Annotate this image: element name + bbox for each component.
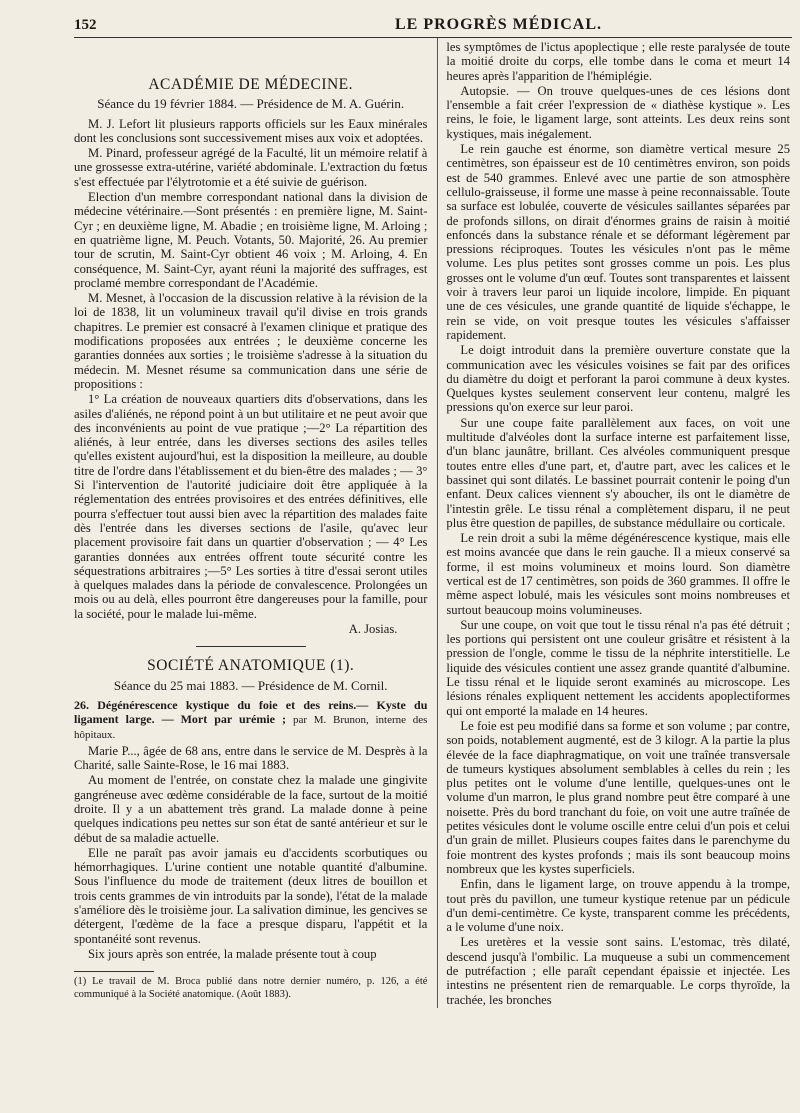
societe-paragraph: Elle ne paraît pas avoir jamais eu d'accidents scorbutiques ou hémorrhagiques. L'urine contient une notable quantité d'albumine. Sous l'influence du mode de traitement (deux litres de bouillon et trois cents grammes de vin introduits par la sonde), l'état de la malade s'améliore dès le troisième jour. La salivation diminue, les gencives se détergent, l'œdème de la face a presque disparu, l'appétit et la spontanéité sont revenus. [74,845,428,946]
footnote: (1) Le travail de M. Broca publié dans notre dernier numéro, p. 126, a été communiqué à la Société anatomique. (Août 1883). [74,976,428,1000]
left-column [74,38,427,1008]
academie-paragraph: Election d'un membre correspondant national dans la division de médecine vétérinaire.—Sont présentés : en première ligne, M. Saint-Cyr ; en deuxième ligne, M. Abadie ; en troisième ligne, M. Arloing ; en quatrième ligne, M. Peuch. Votants, 50. Majorité, 26. Au premier tour de scrutin, M. Saint-Cyr obtient 46 voix ; M. Arloing, 4. En conséquence, M. Saint-Cyr, ayant réuni la majorité des suffrages, est proclamé membre correspondant de l'Académie. [74,190,428,290]
case-paragraph: Autopsie. — On trouve quelques-unes de ces lésions dont l'ensemble a fait créer l'expression de « diathèse kystique ». Les reins, le foie, le ligament large, sont atteints. Les deux reins sont kystiques, mais inégalement. [446,83,790,141]
section-divider [196,646,306,647]
societe-paragraph: Marie P..., âgée de 68 ans, entre dans le service de M. Desprès à la Charité, salle Sainte-Rose, le 16 mai 1883. [74,743,428,773]
article-author: par M. Brunon, interne des hôpitaux. [74,714,428,742]
article-title: 26. Dégénérescence kystique du foie et des reins.— Kyste du ligament large. — Mort par urémie ; [74,697,428,727]
right-column [437,38,790,1008]
page-header [74,16,792,38]
case-paragraph: Le rein gauche est énorme, son diamètre vertical mesure 25 centimètres, son épaisseur est de 10 centimètres environ, son poids est de 540 grammes. Enlevé avec une partie de son atmosphère cellulo-graisseuse, il forme une masse à peine reconnaissable. Toute sa surface est lobulée, couverte de vésicules saillantes séparées par de profonds sillons, on dirait d'énormes grains de raisin à moitié enfoncés dans la substance rénale et se déformant légèrement par pressions réciproques. Toutes les vésicules n'ont pas le même volume. Les plus petites sont grosses comme un pois. Les plus grosses ont le volume d'un œuf. Toutes sont transparentes et laissent voir à travers leur paroi un liquide incolore, limpide. En piquant une de ces vésicules, une grande quantité de liquide s'échappe, le rein se vide, on voit presque toutes les vésicules s'affaisser rapidement. [446,142,790,342]
academie-paragraph: M. Pinard, professeur agrégé de la Faculté, lit un mémoire relatif à une grossesse extra-utérine, variété abdominale. L'extraction du fœtus s'est effectuée par l'élytrotomie et a été suivie de guérison. [74,146,428,189]
case-paragraph: Sur une coupe faite parallèlement aux faces, on voit une multitude d'alvéoles dont la surface interne est parfaitement lisse, d'un blanc jaunâtre, brillant. Ces alvéoles communiquent presque toutes entre elles d'une part, et, d'autre part, avec les calices et le bassinet qui sont dilatés. Le bassinet pourrait contenir le poing d'un enfant. Deux calices viennent s'y aboucher, ils ont le diamètre de l'intestin grêle. Le tissu rénal a complètement disparu, il ne peut plus être question de papilles, de substance médullaire ou corticale. [446,415,790,530]
page-number: 152 [74,17,97,33]
societe-title: SOCIÉTÉ ANATOMIQUE (1). [147,657,355,675]
academie-seance: Séance du 19 février 1884. — Présidence de M. A. Guérin. [97,96,405,112]
article-heading [74,698,427,743]
case-paragraph: Sur une coupe, on voit que tout le tissu rénal n'a pas été détruit ; les portions qui persistent ont une couleur grisâtre et résistent à la pression de l'ongle, comme le tissu de la néphrite interstitielle. Le liquide des vésicules contient une assez grande quantité d'albumine. Le tissu rénal et le liquide seront examinés au microscope. Les lésions rénales expliquent nettement les accidents apoplectiformes qui ont emporté la malade en 14 heures. [446,617,790,718]
societe-paragraph: Au moment de l'entrée, on constate chez la malade une gingivite gangréneuse avec œdème considérable de la face, surtout de la moitié droite. Il y a un abattement très grand. La malade donne à peine quelques indications peu nettes sur son état de santé antérieur et sur le début de sa maladie actuelle. [74,773,428,845]
case-paragraph: Enfin, dans le ligament large, on trouve appendu à la trompe, tout près du pavillon, une tumeur kystique retenue par un pédicule d'un demi-centimètre. Ce kyste, transparent comme les précédents, a le volume d'une noix. [446,877,790,935]
case-paragraph: les symptômes de l'ictus apoplectique ; elle reste paralysée de toute la moitié droite du corps, elle tombe dans le coma et meurt 14 heures après l'apparition de l'hémiplégie. [446,40,790,83]
text-columns [74,38,790,1008]
case-paragraph: Les uretères et la vessie sont sains. L'estomac, très dilaté, descend jusqu'à l'ombilic. La muqueuse a subi un commencement de putréfaction ; elle paraît cependant épaissie et injectée. Les intestins ne présentent rien de remarquable. Le corps thyroïde, la trachée, les bronches [446,935,790,1007]
academie-title: ACADÉMIE DE MÉDECINE. [148,76,354,93]
academie-paragraph: M. J. Lefort lit plusieurs rapports officiels sur les Eaux minérales dont les conclusions sont successivement mises aux voix et adoptées. [74,116,428,145]
case-paragraph: Le foie est peu modifié dans sa forme et son volume ; par contre, son poids, notablement augmenté, est de 3 kilogr. A la partie la plus élevée de la face diaphragmatique, on voit une traînée transversale de tumeurs kystiques absolument semblables à celles du rein ; les plus petites ont le volume d'une lentille, quelques-unes ont le volume d'un marron, le plus grand nombre peut être comparé à une noisette. Près du bord tranchant du foie, on voit une autre traînée de petites vésicules dont le volume oscille entre celui d'un pois et celui d'un grain de millet. Plusieurs coupes faites dans le parenchyme du foie montrent des kystes profonds ; mais ils sont beaucoup moins nombreux que les kystes superficiels. [446,718,790,876]
academie-signature: A. Josias. [348,621,398,636]
academie-paragraph: 1° La création de nouveaux quartiers dits d'observations, dans les asiles d'aliénés, ne répond point à un but utilitaire et ne peut avoir que des inconvénients au point de vue pratique ;—2° La répartition des aliénés, à leur entrée, dans les diverses sections des asiles telles qu'elles existent aujourd'hui, est la disposition la meilleure, au double titre de l'ordre dans l'établissement et du bien-être des malades ; — 3° Si l'intervention de l'autorité judiciaire doit être appliquée à la réglementation des entrées provisoires et des entrées définitives, elle pourra s'effectuer tout aussi bien avec la répartition des malades faite dès l'entrée dans les diverses sections de l'asile, qu'avec leur placement provisoire fait dans un quartier d'observation ; — 4° Les garanties données aux entrées offrent toute sécurité contre les séquestrations arbitraires ;—5° Les sorties à titre d'essai seront utiles à quelques malades dans la période de convalescence. Prolongées un mois ou au delà, elles pourront être dangereuses pour la famille, pour la société, pour le malade lui-même. [74,392,428,621]
footnote-rule [74,971,154,972]
journal-title: LE PROGRÈS MÉDICAL. [394,16,602,33]
societe-seance: Séance du 25 mai 1883. — Présidence de M. Cornil. [113,677,388,693]
academie-paragraph: M. Mesnet, à l'occasion de la discussion relative à la révision de la loi de 1838, lit un volumineux travail qu'il divise en trois grands chapitres. Le premier est consacré à l'examen clinique et pratique des modifications proposées aux entrées ; le deuxième concerne les garanties données aux sorties ; le troisième s'adresse à la situation du médecin. M. Mesnet résume sa communication dans une série de propositions : [74,291,428,391]
case-paragraph: Le rein droit a subi la même dégénérescence kystique, mais elle est moins avancée que dans le rein gauche. Il a mieux conservé sa forme, il est moins volumineux et moins lourd. Son diamètre vertical est de 17 centimètres, son poids de 360 grammes. Il offre le même aspect lobulé, mais les vésicules sont moins nombreuses et surtout beaucoup moins volumineuses. [446,531,790,617]
case-paragraph: Le doigt introduit dans la première ouverture constate que la communication avec les vésicules voisines se fait par des orifices du diamètre du doigt et perforant la paroi commune à deux kystes. Quelques kystes seulement conservent leur contenu, malgré les pressions qu'on exerce sur leur paroi. [446,343,790,415]
societe-paragraph: Six jours après son entrée, la malade présente tout à coup [88,946,377,961]
